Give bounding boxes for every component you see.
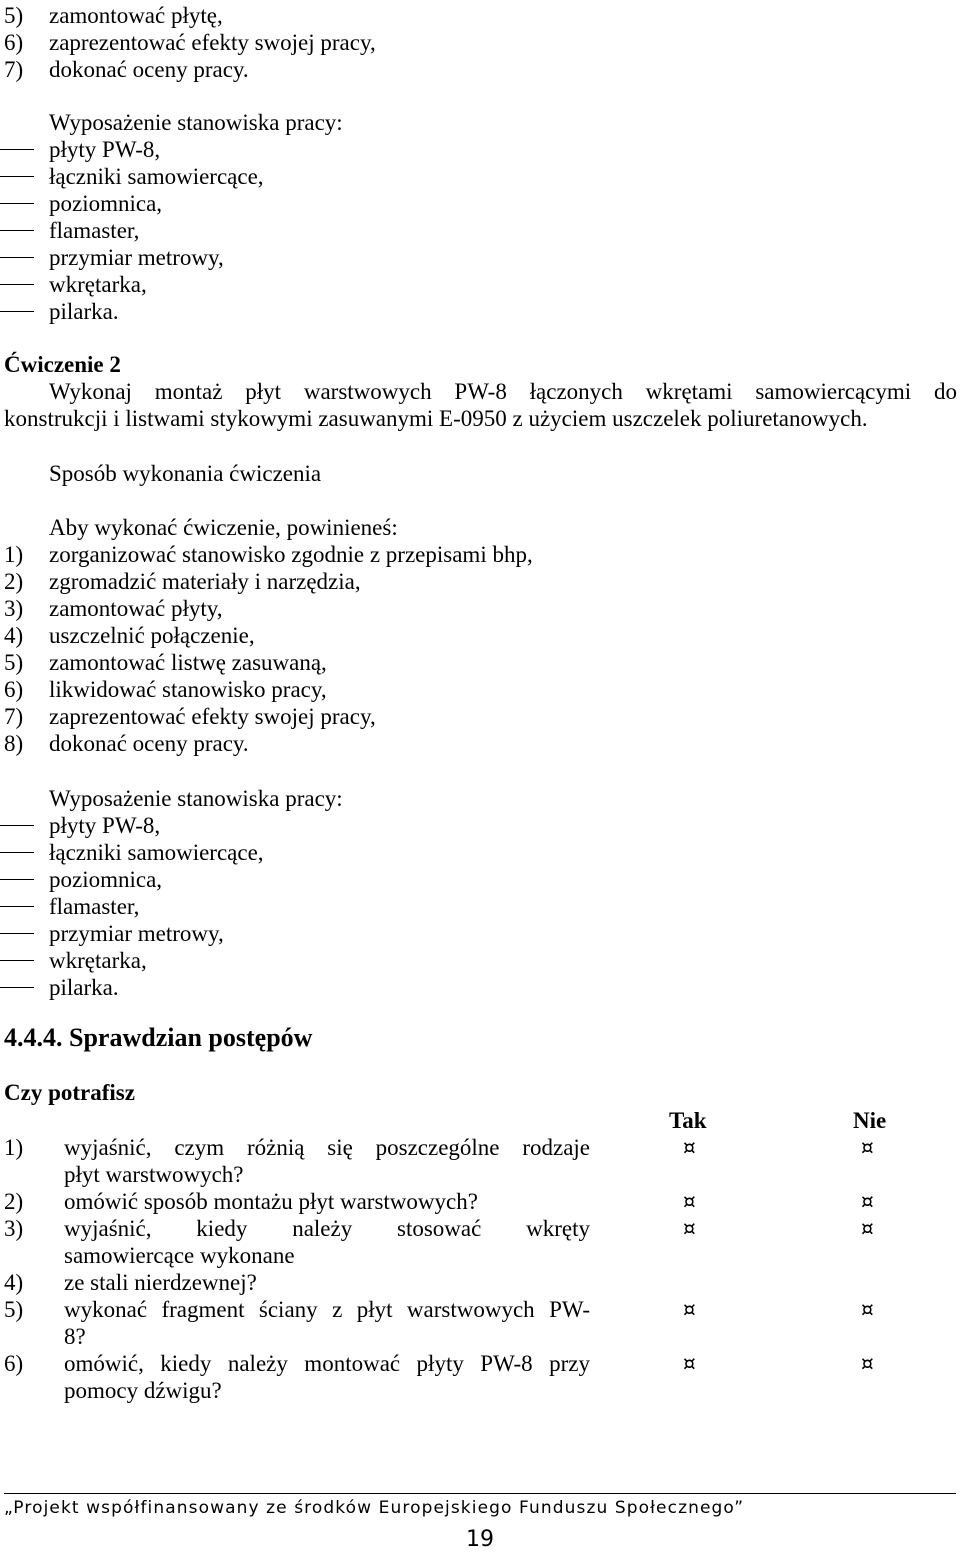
equipment-item-text: łączniki samowiercące,	[49, 164, 264, 189]
step-text: likwidować stanowisko pracy,	[49, 677, 327, 702]
equipment-item-text: łączniki samowiercące,	[49, 840, 264, 865]
dash-bullet	[0, 176, 34, 177]
dash-bullet	[0, 230, 34, 231]
question-text: 8?	[64, 1324, 86, 1349]
no-checkbox[interactable]: ¤	[861, 1351, 874, 1375]
equipment-item-text: pilarka.	[49, 299, 119, 324]
no-checkbox[interactable]: ¤	[861, 1135, 874, 1159]
question-text: płyt warstwowych?	[64, 1162, 244, 1187]
step-number: 1)	[4, 542, 24, 567]
step-text: zaprezentować efekty swojej pracy,	[49, 30, 376, 55]
question-text: wyjaśnić, czym różnią się poszczególne rodzaje	[64, 1135, 590, 1160]
dash-bullet	[0, 852, 34, 853]
method-intro: Aby wykonać ćwiczenie, powinieneś:	[49, 515, 398, 540]
step-text: zgromadzić materiały i narzędzia,	[49, 569, 361, 594]
dash-bullet	[0, 257, 34, 258]
question-number: 6)	[4, 1351, 24, 1376]
step-number: 7)	[4, 57, 24, 82]
step-text: dokonać oceny pracy.	[49, 57, 249, 82]
equipment-item-text: przymiar metrowy,	[49, 245, 224, 270]
no-checkbox[interactable]: ¤	[861, 1216, 874, 1240]
no-checkbox[interactable]: ¤	[861, 1297, 874, 1321]
dash-bullet	[0, 906, 34, 907]
dash-bullet	[0, 933, 34, 934]
equipment-item-text: wkrętarka,	[49, 948, 147, 973]
step-number: 5)	[4, 3, 24, 28]
step-text: uszczelnić połączenie,	[49, 623, 255, 648]
question-text: ze stali nierdzewnej?	[64, 1270, 257, 1295]
step-number: 2)	[4, 569, 24, 594]
equipment-item-text: flamaster,	[49, 218, 140, 243]
question-number: 4)	[4, 1270, 24, 1295]
no-checkbox[interactable]: ¤	[861, 1189, 874, 1213]
question-number: 2)	[4, 1189, 24, 1214]
step-number: 6)	[4, 30, 24, 55]
dash-bullet	[0, 879, 34, 880]
column-no-header: Nie	[853, 1108, 887, 1133]
question-text: wyjaśnić, kiedy należy stosować wkręty	[64, 1216, 590, 1241]
yes-checkbox[interactable]: ¤	[683, 1135, 696, 1159]
section-title: 4.4.4. Sprawdzian postępów	[4, 1023, 313, 1052]
exercise-description-line: konstrukcji i listwami stykowymi zasuwanymi E-0950 z użyciem uszczelek poliuretanowych.	[4, 406, 868, 431]
question-number: 5)	[4, 1297, 24, 1322]
question-text: pomocy dźwigu?	[64, 1378, 222, 1403]
column-yes-header: Tak	[669, 1108, 707, 1133]
dash-bullet	[0, 987, 34, 988]
equipment-item-text: płyty PW-8,	[49, 813, 161, 838]
page-number: 19	[466, 1527, 494, 1552]
equipment-item-text: wkrętarka,	[49, 272, 147, 297]
exercise-description-line: Wykonaj montaż płyt warstwowych PW-8 łączonych wkrętami samowiercącymi do	[49, 379, 957, 404]
yes-checkbox[interactable]: ¤	[683, 1189, 696, 1213]
yes-checkbox[interactable]: ¤	[683, 1216, 696, 1240]
question-text: omówić sposób montażu płyt warstwowych?	[64, 1189, 478, 1214]
step-text: zorganizować stanowisko zgodnie z przepisami bhp,	[49, 542, 533, 567]
question-text: wykonać fragment ściany z płyt warstwowych PW-	[64, 1297, 590, 1322]
yes-checkbox[interactable]: ¤	[683, 1351, 696, 1375]
step-text: zamontować płyty,	[49, 596, 223, 621]
step-number: 6)	[4, 677, 24, 702]
dash-bullet	[0, 149, 34, 150]
dash-bullet	[0, 203, 34, 204]
question-heading: Czy potrafisz	[4, 1080, 135, 1105]
equipment-item-text: flamaster,	[49, 894, 140, 919]
question-text: omówić, kiedy należy montować płyty PW-8 przy	[64, 1351, 590, 1376]
method-heading: Sposób wykonania ćwiczenia	[49, 461, 322, 486]
footer-text: „Projekt współfinansowany ze środków Europejskiego Funduszu Społecznego”	[4, 1498, 745, 1518]
dash-bullet	[0, 825, 34, 826]
question-text: samowiercące wykonane	[64, 1243, 295, 1268]
step-number: 3)	[4, 596, 24, 621]
step-text: zamontować listwę zasuwaną,	[49, 650, 327, 675]
dash-bullet	[0, 284, 34, 285]
step-number: 7)	[4, 704, 24, 729]
yes-checkbox[interactable]: ¤	[683, 1297, 696, 1321]
step-number: 4)	[4, 623, 24, 648]
step-number: 8)	[4, 731, 24, 756]
step-text: zamontować płytę,	[49, 3, 223, 28]
exercise-title: Ćwiczenie 2	[4, 352, 121, 377]
equipment-item-text: przymiar metrowy,	[49, 921, 224, 946]
question-number: 1)	[4, 1135, 24, 1160]
step-text: dokonać oceny pracy.	[49, 731, 249, 756]
equipment-item-text: poziomnica,	[49, 867, 163, 892]
question-number: 3)	[4, 1216, 24, 1241]
equipment-item-text: poziomnica,	[49, 191, 163, 216]
equipment-item-text: płyty PW-8,	[49, 137, 161, 162]
equipment-item-text: pilarka.	[49, 975, 119, 1000]
step-number: 5)	[4, 650, 24, 675]
step-text: zaprezentować efekty swojej pracy,	[49, 704, 376, 729]
dash-bullet	[0, 311, 34, 312]
footer-divider	[4, 1493, 956, 1494]
dash-bullet	[0, 960, 34, 961]
equipment-heading: Wyposażenie stanowiska pracy:	[49, 786, 343, 811]
equipment-heading: Wyposażenie stanowiska pracy:	[49, 110, 343, 135]
